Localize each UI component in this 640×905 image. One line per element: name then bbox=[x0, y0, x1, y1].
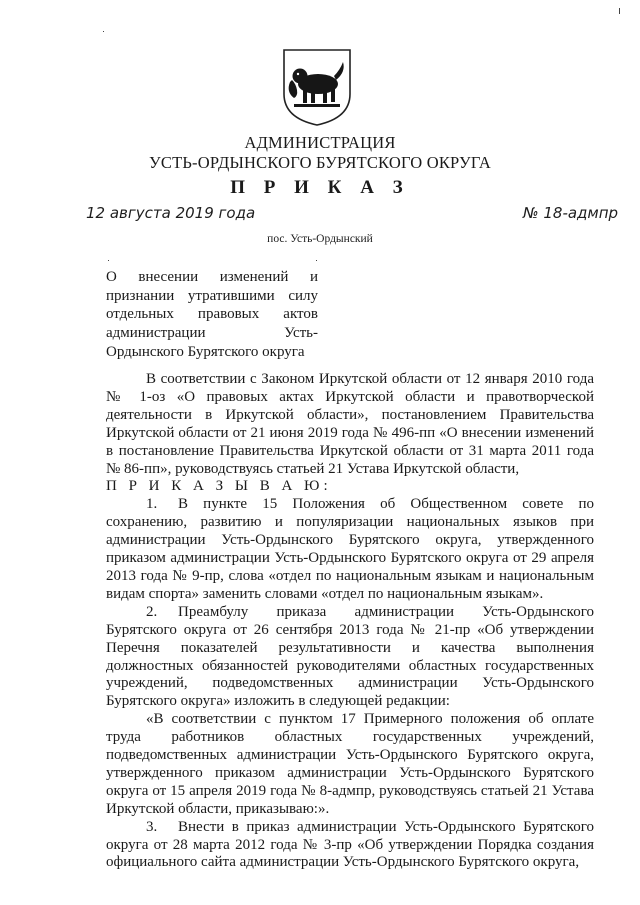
document-subject: О внесении изменений и признании утратившими силу отдельных правовых актов администрации Усть-Ордынского Бурятского округа bbox=[106, 269, 318, 360]
agency-name-line2: УСТЬ-ОРДЫНСКОГО БУРЯТСКОГО ОКРУГА bbox=[149, 153, 491, 172]
preamble-paragraph: В соответствии с Законом Иркутской области от 12 января 2010 года № 1-оз «О правовых актах Иркутской области и правотворческой деятельности в Иркутской области», постановлением Правительства Иркутской области от 21 июня 2019 года № 496-пп «О внесении изменений в постановление Правительства Иркутской области от 31 марта 2011 года № 86-пп», руководствуясь статьей 21 Устава Иркутской области, bbox=[106, 371, 594, 477]
item-2-quote: «В соответствии с пунктом 17 Примерного положения об оплате труда работников областных государственных учреждений, подведомственных администрации Усть-Ордынского Бурятского округа, утвержденного приказом администрации Усть-Ордынского Бурятского округа от 15 апреля 2019 года № 8-адмпр, руководствуясь статьей 21 Устава Иркутской области, приказываю:». bbox=[106, 711, 594, 817]
order-command: П Р И К А З Ы В А Ю: bbox=[106, 478, 332, 495]
item-3-text: Внести в приказ администрации Усть-Ордынского Бурятского округа от 28 марта 2012 года № 3-пр «Об утверждении Порядка создания официального сайта администрации Усть-Ордынского Бурятского округа, bbox=[106, 818, 594, 871]
document-body bbox=[106, 371, 594, 872]
item-3 bbox=[106, 819, 594, 873]
item-1-text: В пункте 15 Положения об Общественном совете по сохранению, развитию и популяризации национальных языков при администрации Усть-Ордынского Бурятского округа, утвержденного приказом администрации Усть-Ордынского Бурятского округа от 29 апреля 2013 года № 9-пр, слова «отдел по национальным языкам и национальным видам спорта» заменить словами «отдел по национальным языкам». bbox=[106, 496, 594, 602]
place-of-issue: пос. Усть-Ордынский bbox=[267, 233, 373, 245]
coat-of-arms-emblem bbox=[280, 46, 354, 128]
item-2-text: Преамбулу приказа администрации Усть-Ордынского Бурятского округа от 26 сентября 2013 года № 21-пр «Об утверждении Перечня показателей результативности и качества выполнения должностных обязанностей руководителями областных государственных учреждений, подведомственных администрации Усть-Ордынского Бурятского округа» изложить в следующей редакции: bbox=[106, 603, 594, 710]
scan-speck bbox=[103, 31, 104, 32]
item-3-number: 3. bbox=[146, 818, 158, 835]
handwritten-order-number: № 18-адмпр bbox=[523, 204, 619, 222]
scan-speck bbox=[108, 260, 109, 261]
agency-name-line1: АДМИНИСТРАЦИЯ bbox=[244, 133, 396, 152]
item-2-number: 2. bbox=[146, 603, 158, 620]
handwritten-date: 12 августа 2019 года bbox=[86, 204, 256, 222]
scan-speck bbox=[619, 8, 620, 14]
item-2 bbox=[106, 604, 594, 711]
item-1 bbox=[106, 496, 594, 603]
scan-speck bbox=[316, 260, 317, 261]
item-1-number: 1. bbox=[146, 496, 158, 513]
document-type-title: П Р И К А З bbox=[230, 177, 410, 198]
